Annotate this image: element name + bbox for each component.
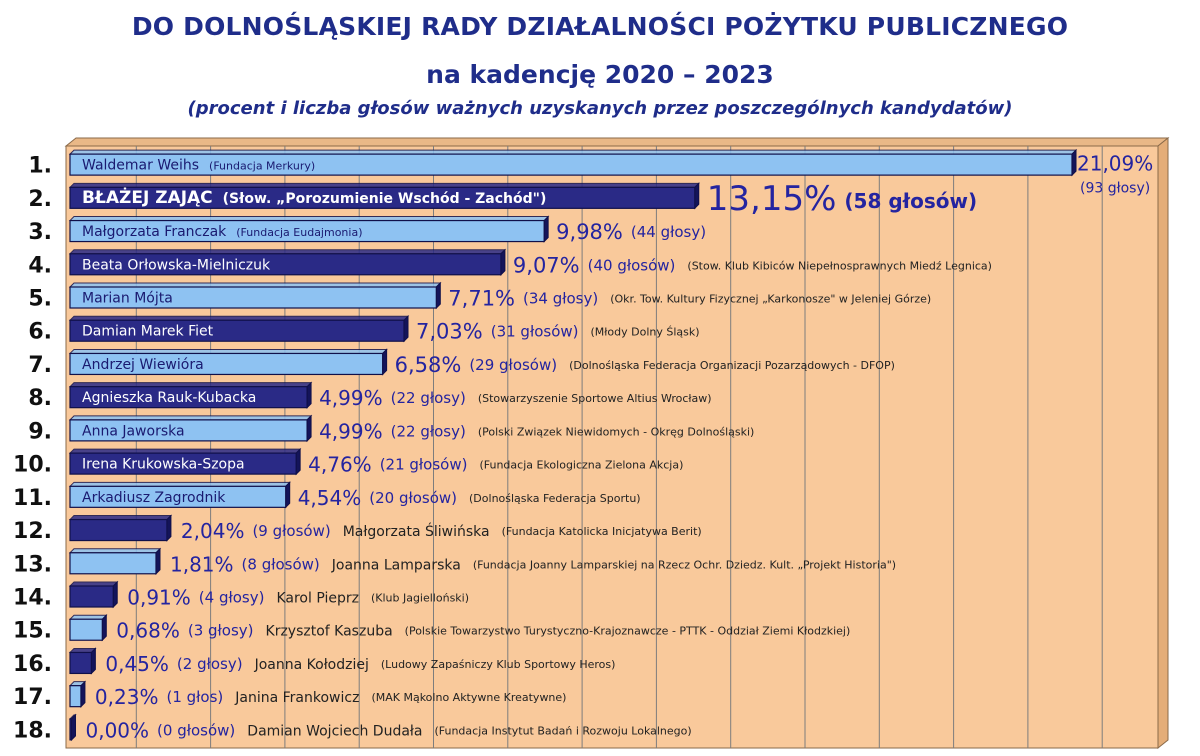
candidate-name: Arkadiusz Zagrodnik [82, 489, 226, 506]
votes-label: (34 głosy) [523, 289, 599, 308]
bar [70, 586, 113, 607]
rank-label: 17. [13, 685, 52, 711]
candidate-org: (Stowarzyszenie Sportowe Altius Wrocław) [477, 392, 712, 406]
percent-label: 0,00% [85, 718, 150, 743]
votes-label: (4 głosy) [198, 588, 265, 607]
rank-label: 12. [13, 519, 52, 545]
candidate-name: Irena Krukowska-Szopa [82, 456, 245, 473]
percent-label: 0,91% [127, 585, 191, 610]
votes-label: (0 głosów) [157, 721, 236, 740]
bar-top-face [70, 316, 408, 320]
rank-label: 9. [28, 419, 52, 445]
candidate-name: Janina Frankowicz [235, 690, 360, 707]
bar-side-face [156, 549, 160, 574]
chart-subtitle: (procent i liczba głosów ważnych uzyskanych przez poszczególnych kandydatów) [187, 98, 1013, 119]
candidate-name: Małgorzata Franczak [82, 224, 227, 241]
votes-label: (8 głosów) [241, 555, 320, 574]
bar-top-face [70, 250, 505, 254]
candidate-org: (Fundacja Eudajmonia) [236, 226, 363, 240]
votes-label: (20 głosów) [369, 488, 458, 507]
votes-label: (2 głosy) [176, 654, 243, 673]
candidate-name: Waldemar Weihs [82, 157, 200, 174]
candidate-org: (Polskie Towarzystwo Turystyczno-Krajoznawcze - PTTK - Oddział Ziemi Kłodzkiej) [404, 624, 851, 638]
bar [70, 686, 81, 707]
bar-top-face [70, 482, 290, 486]
bar [70, 619, 102, 640]
votes-label: (29 głosów) [469, 355, 558, 374]
bar [70, 553, 156, 574]
candidate-org: (Fundacja Merkury) [209, 159, 316, 173]
rank-label: 2. [28, 186, 52, 212]
percent-label: 0,68% [116, 618, 180, 643]
votes-label: (1 głos) [166, 688, 224, 707]
bar-side-face [167, 516, 171, 541]
candidate-name: Krzysztof Kaszuba [265, 623, 393, 640]
percent-label: 4,99% [319, 386, 383, 411]
bar [70, 520, 167, 541]
percent-label: 7,03% [416, 319, 483, 344]
rank-label: 15. [13, 618, 52, 644]
votes-label: (93 głosy) [1080, 180, 1151, 197]
votes-label: (58 głosów) [844, 188, 978, 213]
rank-label: 1. [28, 153, 52, 179]
votes-label: (40 głosów) [587, 256, 676, 275]
bar-top-face [70, 383, 311, 387]
candidate-org: (Okr. Tow. Kultury Fizycznej „Karkonosze" w Jeleniej Górze) [610, 292, 932, 306]
candidate-org: (Słow. „Porozumienie Wschód - Zachód") [222, 190, 547, 207]
percent-label: 4,99% [319, 419, 383, 444]
plot-top-edge [66, 138, 1168, 146]
plot-side-edge [1158, 138, 1168, 748]
rank-label: 10. [13, 452, 52, 478]
bar-top-face [70, 283, 440, 287]
bar [70, 652, 91, 673]
percent-label: 4,76% [308, 452, 372, 477]
candidate-name: Joanna Kołodziej [254, 656, 369, 673]
percent-label: 9,07% [512, 253, 580, 278]
candidate-org: (Fundacja Ekologiczna Zielona Akcja) [479, 458, 684, 472]
votes-label: (22 głosy) [390, 389, 466, 408]
candidate-org: (Fundacja Instytut Badań i Rozwoju Lokalnego) [434, 724, 692, 738]
bar-side-face [307, 383, 311, 408]
rank-label: 14. [13, 585, 52, 611]
bar-top-face [70, 416, 311, 420]
votes-label: (44 głosy) [630, 223, 707, 242]
votes-label: (31 głosów) [490, 322, 579, 341]
percent-label: 7,71% [448, 286, 516, 311]
rank-label: 8. [28, 386, 52, 412]
rank-label: 18. [13, 718, 52, 744]
percent-label: 9,98% [556, 220, 623, 245]
bar-top-face [70, 183, 699, 187]
percent-label: 2,04% [180, 519, 245, 544]
candidate-name: Beata Orłowska-Mielniczuk [82, 257, 271, 274]
percent-label: 6,58% [394, 352, 462, 377]
candidate-name: Anna Jaworska [82, 423, 185, 440]
percent-label: 21,09% [1077, 151, 1154, 176]
candidate-name: Małgorzata Śliwińska [342, 524, 490, 541]
candidate-org: (Ludowy Zapaśniczy Klub Sportowy Heros) [380, 657, 616, 671]
candidate-org: (MAK Mąkolno Aktywne Kreatywne) [371, 691, 567, 705]
bar-top-face [70, 217, 548, 221]
rank-label: 7. [28, 352, 52, 378]
bar-side-face [296, 449, 300, 474]
chart-title-line2: na kadencję 2020 – 2023 [426, 60, 774, 89]
candidate-name: Karol Pieprz [276, 590, 359, 607]
candidate-org: (Stow. Klub Kibiców Niepełnosprawnych Miedź Legnica) [687, 259, 992, 273]
candidate-name: Joanna Lamparska [331, 557, 461, 574]
candidate-org: (Dolnośląska Federacja Organizacji Pozarządowych - DFOP) [569, 358, 895, 372]
candidate-name: Marian Mójta [82, 290, 173, 307]
rank-label: 5. [28, 286, 52, 312]
percent-label: 4,54% [297, 485, 362, 510]
percent-label: 1,81% [169, 552, 234, 577]
candidate-org: (Młody Dolny Śląsk) [590, 325, 700, 339]
votes-label: (3 głosy) [187, 621, 254, 640]
bar [70, 719, 72, 740]
votes-label: (9 głosów) [252, 522, 331, 541]
candidate-name: Damian Marek Fiet [82, 323, 214, 340]
candidate-name: BŁAŻEJ ZAJĄC [82, 187, 213, 208]
bar-side-face [307, 416, 311, 441]
bar-top-face [70, 449, 300, 453]
rank-label: 3. [28, 220, 52, 246]
percent-label: 0,23% [94, 685, 159, 710]
rank-label: 13. [13, 552, 52, 578]
candidate-org: (Fundacja Joanny Lamparskiej na Rzecz Ochr. Dziedz. Kult. „Projekt Historia") [472, 558, 897, 572]
percent-label: 0,45% [105, 651, 169, 676]
rank-label: 11. [13, 485, 52, 511]
candidate-name: Andrzej Wiewióra [82, 356, 204, 373]
percent-label: 13,15% [706, 178, 837, 219]
votes-label: (22 głosy) [390, 422, 466, 441]
chart-title-line1: DO DOLNOŚLĄSKIEJ RADY DZIAŁALNOŚCI POŻYTKU PUBLICZNEGO [131, 12, 1069, 41]
candidate-org: (Polski Związek Niewidomych - Okręg Dolnośląski) [477, 425, 755, 439]
bar-top-face [70, 349, 387, 353]
candidate-org: (Fundacja Katolicka Inicjatywa Berit) [501, 525, 702, 539]
bar-top-face [70, 150, 1076, 154]
candidate-org: (Klub Jagielloński) [370, 591, 470, 605]
candidate-org: (Dolnośląska Federacja Sportu) [469, 491, 641, 505]
rank-label: 16. [13, 651, 52, 677]
votes-label: (21 głosów) [379, 455, 468, 474]
rank-label: 6. [28, 319, 52, 345]
rank-label: 4. [28, 253, 52, 279]
candidate-name: Agnieszka Rauk-Kubacka [82, 390, 257, 407]
candidate-name: Damian Wojciech Dudała [247, 723, 423, 740]
